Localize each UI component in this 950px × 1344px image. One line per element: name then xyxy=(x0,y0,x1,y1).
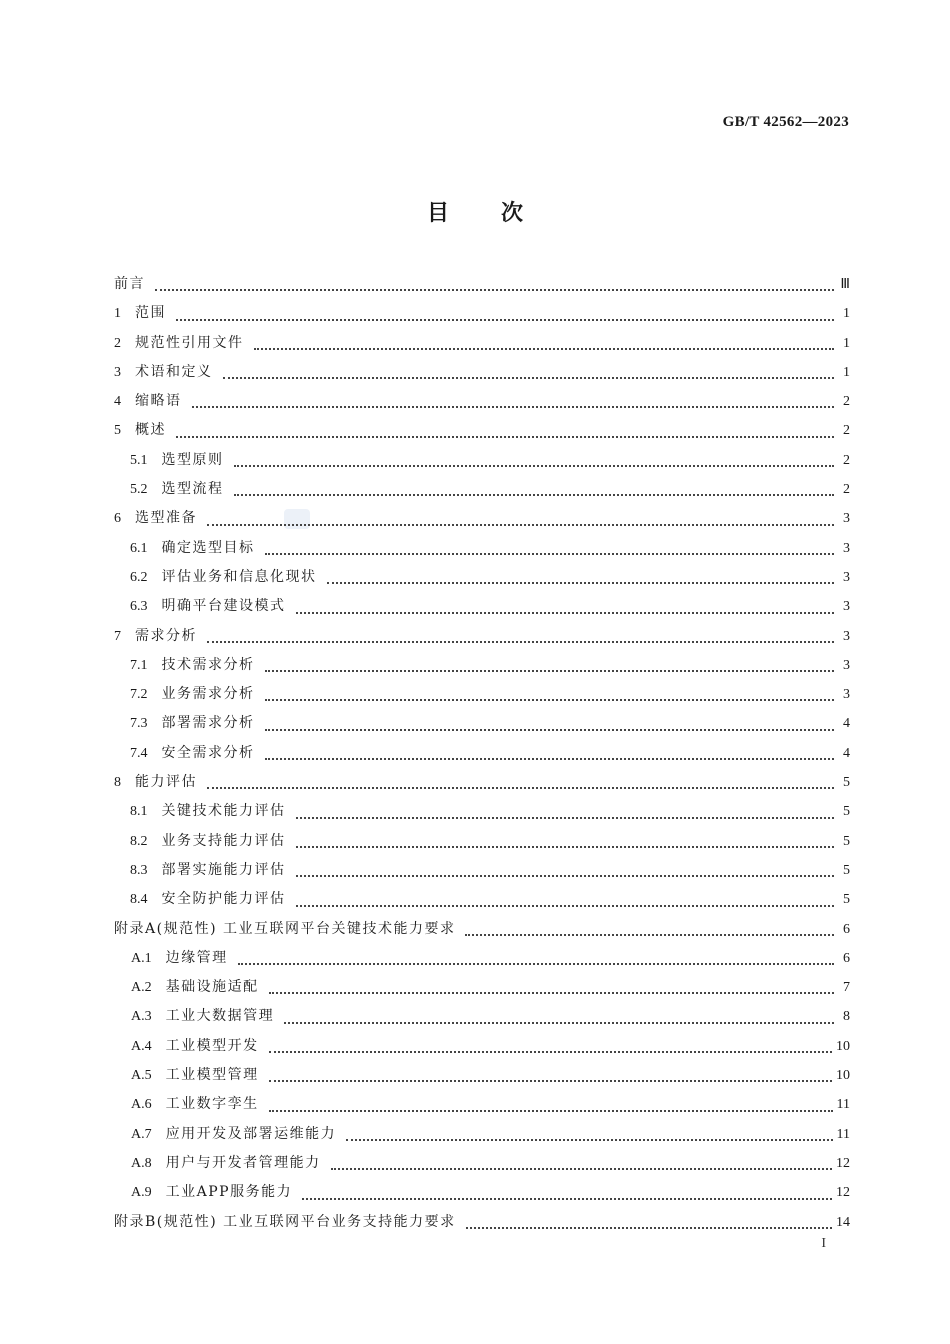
toc-entry[interactable] xyxy=(114,1002,850,1031)
toc-entry-page: 2 xyxy=(843,394,850,410)
toc-entry-page: 4 xyxy=(843,745,850,761)
toc-dot-leader xyxy=(296,612,835,614)
toc-entry-number: A.8 xyxy=(131,1155,152,1171)
toc-list xyxy=(114,270,850,1237)
toc-entry-page: 6 xyxy=(843,950,850,966)
toc-entry-label: 工业大数据管理 xyxy=(165,1008,275,1025)
toc-dot-leader xyxy=(265,699,835,701)
toc-entry[interactable] xyxy=(114,915,850,944)
toc-entry-number: A.6 xyxy=(131,1097,152,1113)
toc-dot-leader xyxy=(234,494,835,496)
toc-dot-leader xyxy=(223,377,835,379)
toc-entry-number: A.1 xyxy=(131,950,152,966)
toc-entry[interactable] xyxy=(114,651,850,680)
toc-entry-number: 6 xyxy=(114,511,121,527)
toc-entry[interactable] xyxy=(114,1032,850,1061)
toc-entry[interactable] xyxy=(114,739,850,768)
toc-entry-number: A.3 xyxy=(131,1009,152,1025)
toc-title-char-1: 目 xyxy=(426,201,449,226)
toc-entry[interactable] xyxy=(114,1149,850,1178)
toc-dot-leader xyxy=(192,406,835,408)
toc-entry-number: 7.2 xyxy=(130,687,148,703)
toc-entry[interactable] xyxy=(114,446,850,475)
toc-entry-label: 工业模型管理 xyxy=(165,1067,259,1084)
toc-entry-page: 2 xyxy=(843,423,850,439)
toc-entry-page: 5 xyxy=(843,862,850,878)
toc-entry-number: A.4 xyxy=(131,1038,152,1054)
toc-entry-page: 5 xyxy=(843,775,850,791)
toc-dot-leader xyxy=(207,641,834,643)
toc-entry[interactable] xyxy=(114,1120,850,1149)
toc-entry-number: 8.4 xyxy=(130,892,148,908)
toc-entry-page: 10 xyxy=(836,1068,850,1084)
toc-entry-page: 10 xyxy=(836,1038,850,1054)
toc-entry-page: 4 xyxy=(843,716,850,732)
page-number: I xyxy=(821,1236,826,1251)
toc-entry-page: 1 xyxy=(843,306,850,322)
toc-entry-label: 评估业务和信息化现状 xyxy=(161,568,317,585)
toc-entry-page: 12 xyxy=(836,1155,850,1171)
toc-entry-label: 部署需求分析 xyxy=(161,715,255,732)
toc-dot-leader xyxy=(269,992,834,994)
toc-entry-label: 业务需求分析 xyxy=(161,686,255,703)
toc-dot-leader xyxy=(296,817,835,819)
toc-entry-label: 范围 xyxy=(135,305,166,322)
toc-entry-page: 12 xyxy=(836,1185,850,1201)
toc-entry-label: 安全需求分析 xyxy=(161,744,255,761)
toc-entry-number: 1 xyxy=(114,306,121,322)
toc-entry[interactable] xyxy=(114,592,850,621)
toc-entry[interactable] xyxy=(114,358,850,387)
toc-entry[interactable] xyxy=(114,622,850,651)
toc-entry-number: 8.1 xyxy=(130,804,148,820)
toc-dot-leader xyxy=(234,465,835,467)
toc-dot-leader xyxy=(296,846,835,848)
toc-entry-number: 5.2 xyxy=(130,482,148,498)
toc-entry-page: 3 xyxy=(843,599,850,615)
toc-dot-leader xyxy=(302,1198,832,1200)
toc-dot-leader xyxy=(331,1168,832,1170)
toc-entry-page: 3 xyxy=(843,687,850,703)
toc-dot-leader xyxy=(176,319,834,321)
toc-entry[interactable] xyxy=(114,534,850,563)
toc-entry[interactable] xyxy=(114,387,850,416)
toc-dot-leader xyxy=(346,1139,832,1141)
toc-entry-label: 部署实施能力评估 xyxy=(161,861,286,878)
toc-entry[interactable] xyxy=(114,768,850,797)
toc-entry-page: 3 xyxy=(843,569,850,585)
toc-entry-number: 2 xyxy=(114,335,121,351)
toc-entry-label: 工业模型开发 xyxy=(165,1037,259,1054)
toc-entry-page: 5 xyxy=(843,804,850,820)
toc-entry-page: 8 xyxy=(843,1009,850,1025)
toc-entry-page: 14 xyxy=(836,1214,850,1230)
toc-title xyxy=(0,196,950,227)
toc-entry-label: 工业数字孪生 xyxy=(165,1096,259,1113)
toc-dot-leader xyxy=(269,1110,833,1112)
toc-entry-number: 6.3 xyxy=(130,599,148,615)
toc-entry[interactable] xyxy=(114,944,850,973)
toc-title-char-2: 次 xyxy=(501,201,524,226)
toc-dot-leader xyxy=(207,524,834,526)
toc-entry-number: A.9 xyxy=(131,1185,152,1201)
toc-entry-page: 3 xyxy=(843,511,850,527)
toc-entry-number: 8.3 xyxy=(130,862,148,878)
toc-entry-number: 5 xyxy=(114,423,121,439)
toc-entry-label: 明确平台建设模式 xyxy=(161,598,286,615)
toc-dot-leader xyxy=(265,729,835,731)
toc-entry[interactable] xyxy=(114,797,850,826)
toc-entry-number: 6.1 xyxy=(130,540,148,556)
toc-dot-leader xyxy=(265,670,835,672)
toc-entry-label: 选型准备 xyxy=(135,510,197,527)
toc-dot-leader xyxy=(269,1080,832,1082)
toc-dot-leader xyxy=(265,758,835,760)
toc-entry-label: 技术需求分析 xyxy=(161,656,255,673)
toc-entry-page: 2 xyxy=(843,482,850,498)
toc-entry-number: A.2 xyxy=(131,980,152,996)
toc-entry-label: 确定选型目标 xyxy=(161,539,255,556)
toc-entry-number: 7 xyxy=(114,628,121,644)
toc-dot-leader xyxy=(327,582,835,584)
toc-entry[interactable] xyxy=(114,1208,850,1237)
toc-entry-label: 附录B(规范性) 工业互联网平台业务支持能力要求 xyxy=(114,1213,456,1230)
toc-entry-label: 需求分析 xyxy=(135,627,197,644)
toc-entry-number: 3 xyxy=(114,364,121,380)
toc-dot-leader xyxy=(296,905,835,907)
toc-entry-number: 4 xyxy=(114,394,121,410)
toc-entry-label: 工业APP服务能力 xyxy=(165,1184,293,1201)
toc-dot-leader xyxy=(254,348,835,350)
toc-entry-page: 5 xyxy=(843,833,850,849)
toc-entry-number: 7.4 xyxy=(130,745,148,761)
toc-entry[interactable] xyxy=(114,885,850,914)
toc-entry-label: 关键技术能力评估 xyxy=(161,803,286,820)
toc-entry[interactable] xyxy=(114,329,850,358)
toc-dot-leader xyxy=(176,436,834,438)
toc-entry[interactable] xyxy=(114,827,850,856)
toc-entry[interactable] xyxy=(114,475,850,504)
toc-entry[interactable] xyxy=(114,504,850,533)
toc-entry-page: 2 xyxy=(843,452,850,468)
toc-dot-leader xyxy=(155,289,834,291)
toc-entry-page: Ⅲ xyxy=(840,277,850,292)
toc-entry-label: 术语和定义 xyxy=(135,363,213,380)
toc-entry-page: 3 xyxy=(843,657,850,673)
toc-entry[interactable] xyxy=(114,973,850,1002)
toc-entry-label: 应用开发及部署运维能力 xyxy=(165,1125,337,1142)
toc-entry[interactable] xyxy=(114,1178,850,1207)
toc-entry-label: 业务支持能力评估 xyxy=(161,832,286,849)
toc-entry[interactable] xyxy=(114,856,850,885)
toc-entry-number: A.5 xyxy=(131,1068,152,1084)
toc-entry-page: 3 xyxy=(843,540,850,556)
toc-entry-page: 3 xyxy=(843,628,850,644)
toc-dot-leader xyxy=(465,934,834,936)
toc-entry-label: 附录A(规范性) 工业互联网平台关键技术能力要求 xyxy=(114,920,456,937)
toc-dot-leader xyxy=(269,1051,832,1053)
toc-entry-number: 8.2 xyxy=(130,833,148,849)
toc-entry-label: 边缘管理 xyxy=(165,949,228,966)
toc-entry[interactable] xyxy=(114,416,850,445)
toc-entry-page: 11 xyxy=(836,1097,850,1113)
toc-entry-label: 能力评估 xyxy=(135,774,197,791)
toc-entry-label: 概述 xyxy=(135,422,166,439)
toc-entry-number: 7.1 xyxy=(130,657,148,673)
toc-dot-leader xyxy=(284,1022,834,1024)
toc-entry[interactable] xyxy=(114,270,850,299)
toc-entry-label: 选型原则 xyxy=(161,451,224,468)
toc-entry-number: A.7 xyxy=(131,1126,152,1142)
toc-entry-page: 1 xyxy=(843,335,850,351)
toc-entry-number: 6.2 xyxy=(130,569,148,585)
toc-dot-leader xyxy=(265,553,835,555)
toc-dot-leader xyxy=(466,1227,832,1229)
toc-entry-page: 7 xyxy=(843,980,850,996)
toc-entry-page: 5 xyxy=(843,892,850,908)
toc-entry[interactable] xyxy=(114,1090,850,1119)
toc-dot-leader xyxy=(296,875,835,877)
toc-entry-page: 1 xyxy=(843,364,850,380)
toc-dot-leader xyxy=(207,787,834,789)
toc-entry[interactable] xyxy=(114,563,850,592)
document-code: GB/T 42562—2023 xyxy=(722,114,849,130)
toc-entry-number: 7.3 xyxy=(130,716,148,732)
toc-entry-label: 规范性引用文件 xyxy=(135,334,244,351)
toc-entry-label: 安全防护能力评估 xyxy=(161,891,286,908)
toc-entry[interactable] xyxy=(114,299,850,328)
toc-entry[interactable] xyxy=(114,1061,850,1090)
toc-entry-label: 选型流程 xyxy=(161,481,224,498)
toc-dot-leader xyxy=(238,963,834,965)
toc-entry-number: 5.1 xyxy=(130,452,148,468)
toc-entry-page: 6 xyxy=(843,921,850,937)
toc-entry-label: 缩略语 xyxy=(135,393,182,410)
toc-entry-number: 8 xyxy=(114,775,121,791)
toc-entry[interactable] xyxy=(114,680,850,709)
toc-entry-label: 基础设施适配 xyxy=(165,979,259,996)
toc-entry[interactable] xyxy=(114,709,850,738)
toc-entry-label: 前言 xyxy=(114,276,145,292)
toc-entry-page: 11 xyxy=(836,1126,850,1142)
toc-entry-label: 用户与开发者管理能力 xyxy=(165,1154,321,1171)
